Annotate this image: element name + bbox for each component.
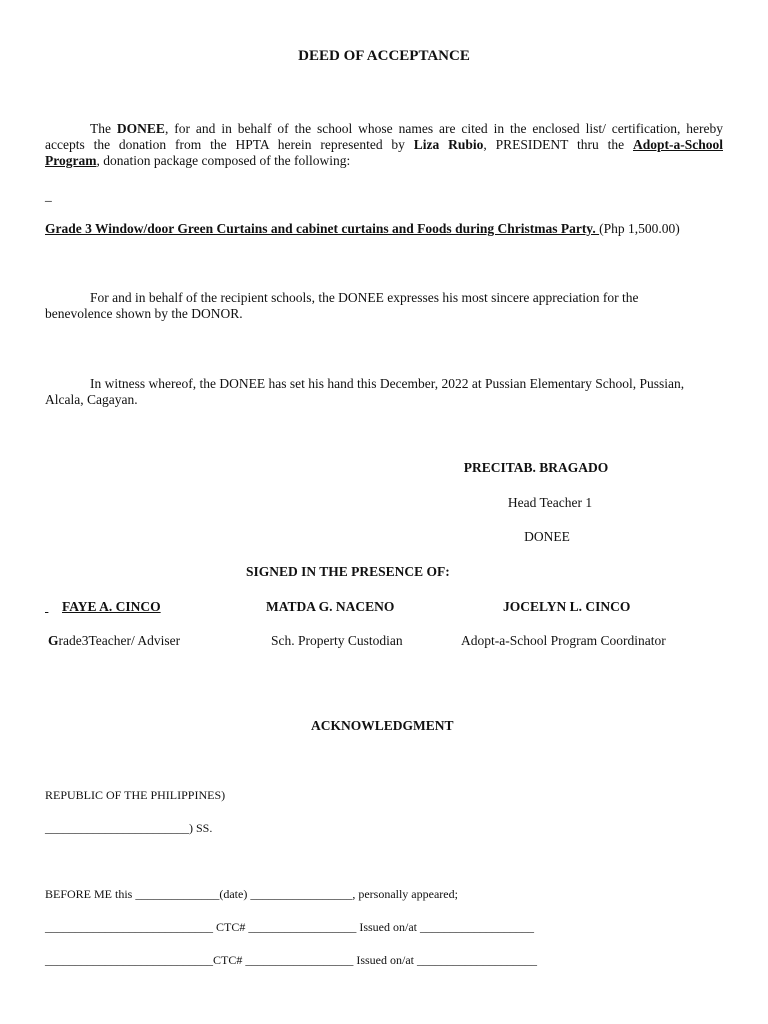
donee-signatory-name: PRECITAB. BRAGADO <box>463 460 609 475</box>
ctc-line-2: ____________________________CTC# __________________ Issued on/at ____________________ <box>45 953 537 967</box>
paragraph-witness-line-2 <box>45 392 723 408</box>
text-fragment: , for and in behalf of the school whose names are cited in the enclosed list/ certification, hereby <box>164 121 723 136</box>
paragraph-acceptance-line-3 <box>45 153 723 169</box>
representative-name: Liza Rubio <box>413 137 484 152</box>
text-fragment: , donation package composed of the following: <box>96 153 351 168</box>
donation-item <box>45 221 680 237</box>
witness-3-name: JOCELYN L. CINCO <box>503 599 631 614</box>
witness-1-title <box>48 633 180 649</box>
witness-3-title: Adopt-a-School Program Coordinator <box>461 633 666 648</box>
dash-marker: _ <box>45 188 52 203</box>
program-name-part-1: Adopt-a-School <box>632 137 723 152</box>
ss-line: ________________________) SS. <box>45 821 213 835</box>
paragraph-appreciation-line-2 <box>45 306 723 322</box>
paragraph-acceptance-line-2 <box>45 137 723 153</box>
text-fragment: G <box>48 633 59 648</box>
donee-signatory-position: Head Teacher 1 <box>507 495 593 510</box>
witness-1-name <box>45 599 161 615</box>
paragraph-appreciation-line-1 <box>45 290 723 306</box>
witness-2-title: Sch. Property Custodian <box>271 633 403 648</box>
acknowledgment-title: ACKNOWLEDGMENT <box>311 718 454 733</box>
deed-title: DEED OF ACCEPTANCE <box>298 48 470 64</box>
before-me-line: BEFORE ME this ______________(date) _________________, personally appeared; <box>45 887 458 901</box>
text-fragment: accepts the donation from the HPTA herein represented by <box>45 137 414 152</box>
text-fragment: In witness whereof, the DONEE has set his hand this December, 2022 at Pussian Elementary School, Pussian, <box>90 376 685 391</box>
donee-signatory-role: DONEE <box>524 529 570 544</box>
ctc-line-1: ____________________________ CTC# __________________ Issued on/at ___________________ <box>45 920 534 934</box>
text-fragment: FAYE A. CINCO <box>62 599 161 614</box>
text-fragment: Alcala, Cagayan. <box>45 392 138 407</box>
text-fragment: For and in behalf of the recipient schools, the DONEE expresses his most sincere appreciation for the <box>90 290 639 305</box>
donation-item-description: Grade 3 Window/door Green Curtains and cabinet curtains and Foods during Christmas Party. <box>45 221 600 236</box>
donee-term: DONEE <box>116 121 165 136</box>
text-fragment: rade3Teacher/ Adviser <box>58 633 181 648</box>
paragraph-witness-line-1 <box>45 376 723 392</box>
paragraph-acceptance-line-1 <box>45 121 723 137</box>
witness-2-name: MATDA G. NACENO <box>266 599 395 614</box>
text-fragment: , PRESIDENT thru the <box>483 137 633 152</box>
donation-item-amount: (Php 1,500.00) <box>599 221 680 236</box>
republic-line: REPUBLIC OF THE PHILIPPINES) <box>45 788 226 802</box>
text-fragment: The <box>90 121 117 136</box>
program-name-part-2: Program <box>45 153 97 168</box>
presence-heading: SIGNED IN THE PRESENCE OF: <box>246 564 450 579</box>
text-fragment: benevolence shown by the DONOR. <box>45 306 243 321</box>
